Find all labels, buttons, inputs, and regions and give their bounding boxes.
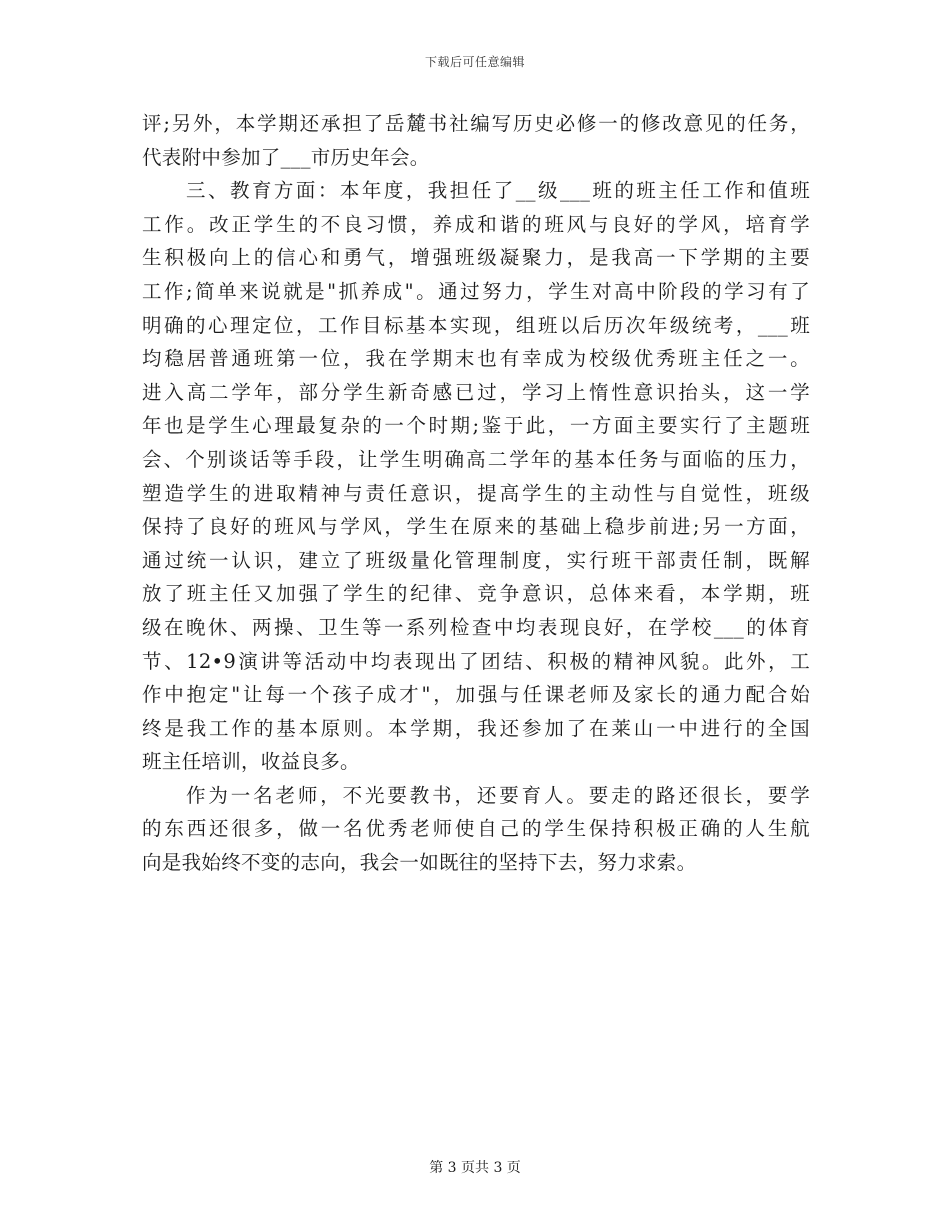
- body-line: 级在晚休、两操、卫生等一系列检查中均表现良好，在学校___的体育: [142, 615, 810, 639]
- body-line: 生积极向上的信心和勇气，增强班级凝聚力，是我高一下学期的主要: [142, 246, 810, 270]
- page-number: 第 3 页共 3 页: [429, 1160, 521, 1176]
- body-line: 作为一名老师，不光要教书，还要育人。要走的路还很长，要学: [186, 783, 810, 807]
- body-line: 评;另外，本学期还承担了岳麓书社编写历史必修一的修改意见的任务，: [142, 112, 810, 135]
- body-line: 会、个别谈话等手段，让学生明确高二学年的基本任务与面临的压力，: [142, 447, 810, 471]
- body-line: 塑造学生的进取精神与责任意识，提高学生的主动性与自觉性，班级: [142, 481, 810, 505]
- body-line: 进入高二学年，部分学生新奇感已过，学习上惰性意识抬头，这一学: [142, 380, 810, 404]
- body-line: 代表附中参加了___市历史年会。: [142, 145, 430, 169]
- body-line: 年也是学生心理最复杂的一个时期;鉴于此，一方面主要实行了主题班: [142, 414, 810, 438]
- body-line: 的东西还很多，做一名优秀老师使自己的学生保持积极正确的人生航: [142, 817, 810, 841]
- body-line: 终是我工作的基本原则。本学期，我还参加了在莱山一中进行的全国: [142, 716, 810, 740]
- body-line: 放了班主任又加强了学生的纪律、竞争意识，总体来看，本学期，班: [142, 582, 810, 606]
- body-line: 向是我始终不变的志向，我会一如既往的坚持下去，努力求索。: [142, 851, 697, 875]
- body-line: 保持了良好的班风与学风，学生在原来的基础上稳步前进;另一方面，: [142, 515, 810, 539]
- body-line: 明确的心理定位，工作目标基本实现，组班以后历次年级统考，___班: [142, 313, 810, 337]
- body-line: 作中抱定"让每一个孩子成才"，加强与任课老师及家长的通力配合始: [142, 683, 810, 707]
- body-line: 工作;简单来说就是"抓养成"。通过努力，学生对高中阶段的学习有了: [142, 279, 810, 303]
- body-line: 节、12•9演讲等活动中均表现出了团结、积极的精神风貌。此外，工: [142, 649, 810, 673]
- body-line: 通过统一认识，建立了班级量化管理制度，实行班干部责任制，既解: [142, 548, 810, 572]
- document-body: [142, 107, 810, 880]
- body-line: 工作。改正学生的不良习惯，养成和谐的班风与良好的学风，培育学: [142, 212, 810, 236]
- body-line: 三、教育方面：本年度，我担任了__级___班的班主任工作和值班: [186, 179, 810, 203]
- body-line: 均稳居普通班第一位，我在学期末也有幸成为校级优秀班主任之一。: [142, 347, 810, 371]
- page-header: 下载后可任意编辑: [424, 55, 525, 69]
- body-line: 班主任培训，收益良多。: [142, 750, 360, 774]
